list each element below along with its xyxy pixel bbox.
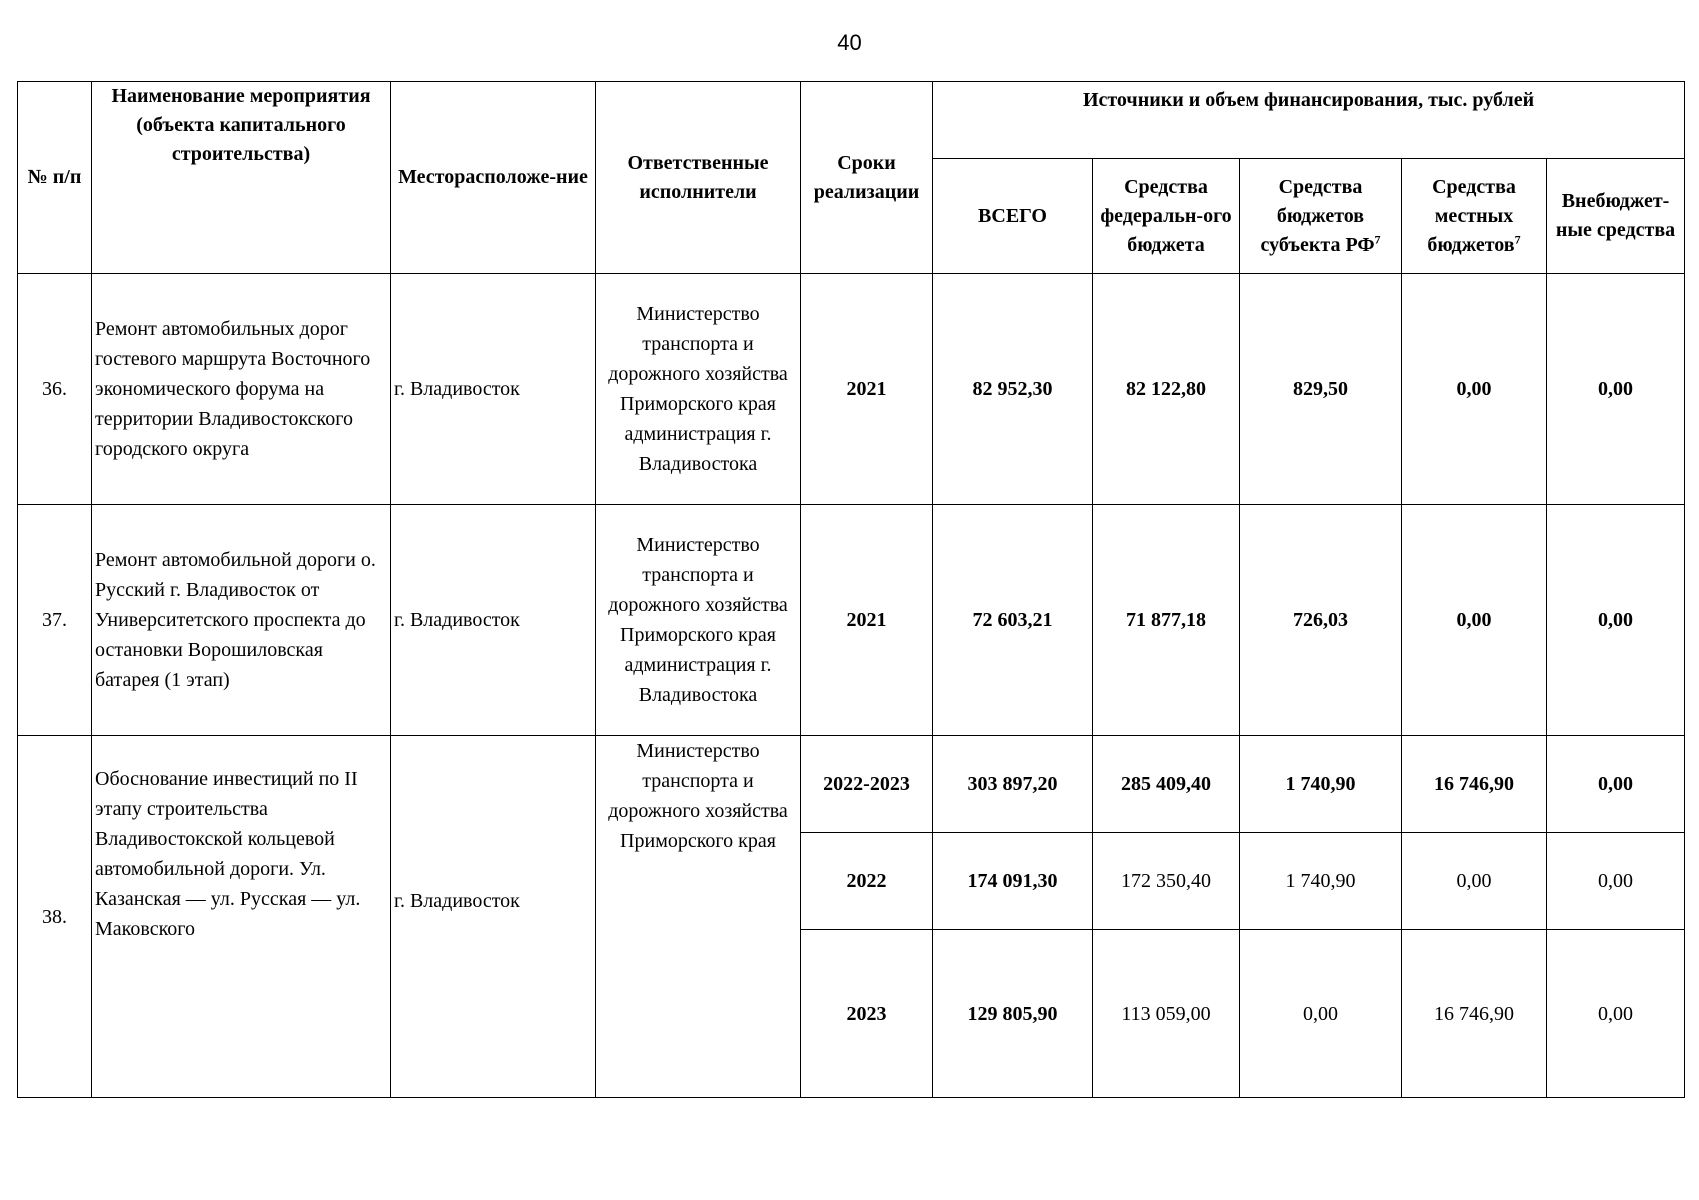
row-subject: 0,00 [1240,930,1402,1098]
footnote-mark: 7 [1374,231,1381,246]
row-local: 0,00 [1402,274,1547,505]
row-federal: 113 059,00 [1093,930,1240,1098]
row-extra: 0,00 [1547,505,1685,736]
row-local: 16 746,90 [1402,736,1547,833]
row-total: 129 805,90 [933,930,1093,1098]
row-federal: 82 122,80 [1093,274,1240,505]
row-num: 36. [18,274,92,505]
header-executors: Ответственные исполнители [596,82,801,274]
row-subject: 1 740,90 [1240,736,1402,833]
row-extra: 0,00 [1547,274,1685,505]
row-executors: Министерство транспорта и дорожного хозяйства Приморского края [596,736,801,1098]
header-subject-label: Средства бюджетов субъекта РФ [1260,175,1375,256]
row-federal: 172 350,40 [1093,833,1240,930]
row-extra: 0,00 [1547,833,1685,930]
header-num: № п/п [18,82,92,274]
header-local [1402,159,1547,274]
funding-table [17,81,1685,1098]
row-subject: 829,50 [1240,274,1402,505]
row-extra: 0,00 [1547,930,1685,1098]
row-location: г. Владивосток [391,736,596,1098]
row-location: г. Владивосток [391,274,596,505]
row-executors: Министерство транспорта и дорожного хозяйства Приморского края администрация г. Владивостока [596,274,801,505]
row-local: 16 746,90 [1402,930,1547,1098]
row-location: г. Владивосток [391,505,596,736]
table-row [18,736,1685,833]
row-federal: 285 409,40 [1093,736,1240,833]
row-subject: 1 740,90 [1240,833,1402,930]
row-period: 2021 [801,274,933,505]
row-local: 0,00 [1402,833,1547,930]
header-subject [1240,159,1402,274]
row-total: 303 897,20 [933,736,1093,833]
row-subject: 726,03 [1240,505,1402,736]
row-total: 82 952,30 [933,274,1093,505]
row-num: 38. [18,736,92,1098]
row-period: 2023 [801,930,933,1098]
page-number: 40 [837,30,862,55]
row-federal: 71 877,18 [1093,505,1240,736]
row-total: 72 603,21 [933,505,1093,736]
header-local-label: Средства местных бюджетов [1427,175,1516,256]
header-name: Наименование мероприятия (объекта капитального строительства) [92,82,391,274]
row-name: Ремонт автомобильных дорог гостевого маршрута Восточного экономического форума на территории Владивостокского городского округа [92,274,391,505]
row-executors: Министерство транспорта и дорожного хозяйства Приморского края администрация г. Владивостока [596,505,801,736]
table-row [18,274,1685,505]
row-period: 2022-2023 [801,736,933,833]
row-num: 37. [18,505,92,736]
header-extra: Внебюджет-ные средства [1547,159,1685,274]
row-local: 0,00 [1402,505,1547,736]
row-extra: 0,00 [1547,736,1685,833]
row-name: Ремонт автомобильной дороги о. Русский г. Владивосток от Университетского проспекта до остановки Ворошиловская батарея (1 этап) [92,505,391,736]
table-row [18,505,1685,736]
row-name: Обоснование инвестиций по II этапу строительства Владивостокской кольцевой автомобильной дороги. Ул. Казанская — ул. Русская — ул. Маковского [92,736,391,1098]
header-funding-group: Источники и объем финансирования, тыс. рублей [933,82,1685,159]
header-total: ВСЕГО [933,159,1093,274]
header-federal: Средства федеральн-ого бюджета [1093,159,1240,274]
row-period: 2021 [801,505,933,736]
header-location: Месторасположе-ние [391,82,596,274]
row-total: 174 091,30 [933,833,1093,930]
header-period: Сроки реализации [801,82,933,274]
row-period: 2022 [801,833,933,930]
footnote-mark: 7 [1514,231,1521,246]
